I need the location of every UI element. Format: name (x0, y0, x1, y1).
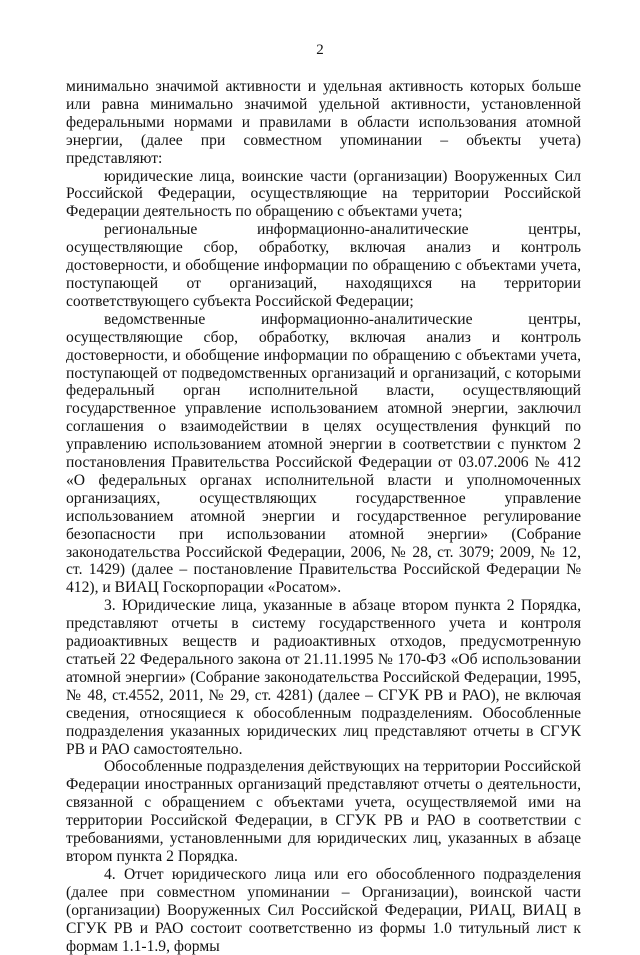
paragraph-departmental-centers: ведомственные информационно-аналитические центры, осуществляющие сбор, обработку, включая анализ и контроль достоверности, и обобщение информации по обращению с объектами учета, поступающей от подведомственных организаций и организаций, с которыми федеральный орган исполнительной власти, осуществляющий государственное управление использованием атомной энергии, заключил соглашения о взаимодействии в целях осуществления функций по управлению использованием атомной энергии в соответствии с пунктом 2 постановления Правительства Российской Федерации от 03.07.2006 № 412 «О федеральных органах исполнительной власти и уполномоченных организациях, осуществляющих государственное управление использованием атомной энергии и государственное регулирование безопасности при использовании атомной энергии» (Собрание законодательства Российской Федерации, 2006, № 28, ст. 3079; 2009, № 12, ст. 1429) (далее – постановление Правительства Российской Федерации № 412), и ВИАЦ Госкорпорации «Росатом». (66, 310, 581, 597)
document-body (66, 78, 581, 955)
paragraph-legal-entities: юридические лица, воинские части (организации) Вооруженных Сил Российской Федерации, осуществляющие на территории Российской Федерации деятельность по обращению с объектами учета; (66, 167, 581, 221)
paragraph-foreign-subdivisions: Обособленные подразделения действующих на территории Российской Федерации иностранных организаций представляют отчеты о деятельности, связанной с обращением с объектами учета, осуществляемой ими на территории Российской Федерации, в СГУК РВ и РАО в соответствии с требованиями, установленными для юридических лиц, указанных в абзаце втором пункта 2 Порядка. (66, 758, 581, 865)
paragraph-continuation: минимально значимой активности и удельная активность которых больше или равна минимально значимой удельной активности, установленной федеральными нормами и правилами в области использования атомной энергии, (далее при совместном упоминании – объекты учета) представляют: (66, 78, 581, 167)
paragraph-item-3: 3. Юридические лица, указанные в абзаце втором пункта 2 Порядка, представляют отчеты в систему государственного учета и контроля радиоактивных веществ и радиоактивных отходов, предусмотренную статьей 22 Федерального закона от 21.11.1995 № 170-ФЗ «Об использовании атомной энергии» (Собрание законодательства Российской Федерации, 1995, № 48, ст.4552, 2011, № 29, ст. 4281) (далее – СГУК РВ и РАО), не включая сведения, относящиеся к обособленным подразделениям. Обособленные подразделения указанных юридических лиц представляют отчеты в СГУК РВ и РАО самостоятельно. (66, 597, 581, 758)
paragraph-regional-centers: региональные информационно-аналитические центры, осуществляющие сбор, обработку, включая анализ и контроль достоверности, и обобщение информации по обращению с объектами учета, поступающей от организаций, находящихся на территории соответствующего субъекта Российской Федерации; (66, 221, 581, 310)
page-number: 2 (316, 42, 324, 58)
paragraph-item-4: 4. Отчет юридического лица или его обособленного подразделения (далее при совместном упоминании – Организации), воинской части (организации) Вооруженных Сил Российской Федерации, РИАЦ, ВИАЦ в СГУК РВ и РАО состоит соответственно из формы 1.0 титульный лист к формам 1.1-1.9, формы (66, 865, 581, 955)
